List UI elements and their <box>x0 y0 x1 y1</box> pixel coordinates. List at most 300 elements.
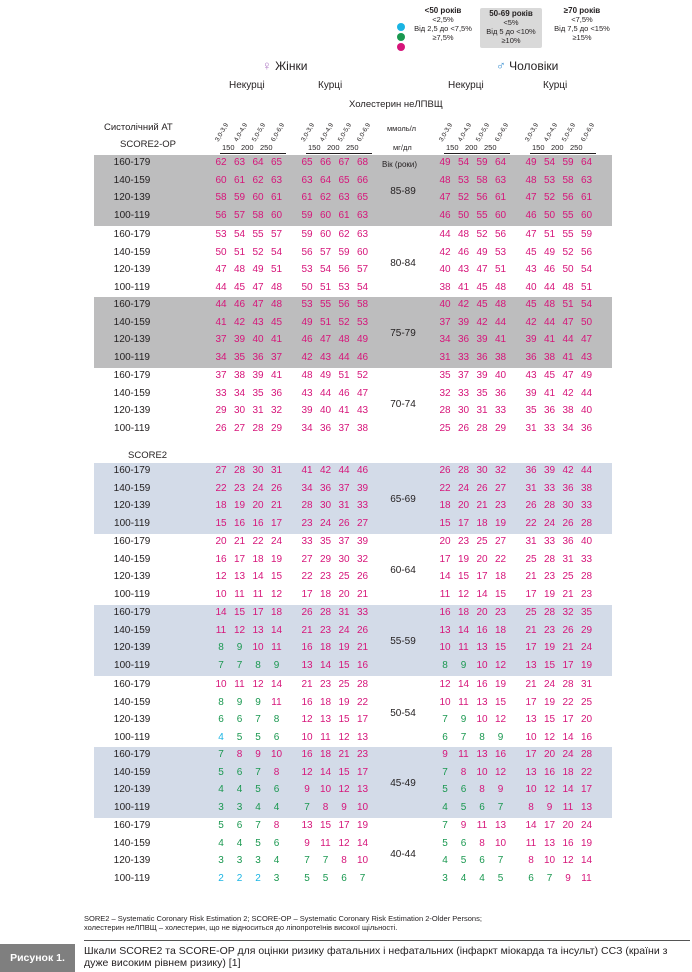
risk-value: 23 <box>356 749 369 760</box>
legend-50to69-high: ≥10% <box>501 36 521 45</box>
risk-value: 40 <box>580 405 593 417</box>
risk-value: 31 <box>338 500 350 512</box>
risk-value: 54 <box>457 157 470 168</box>
risk-value: 11 <box>271 696 282 708</box>
risk-value: 22 <box>215 482 227 494</box>
risk-value: 12 <box>543 784 556 796</box>
male-icon: ♂ <box>496 58 506 73</box>
risk-value: 26 <box>270 482 283 494</box>
risk-value: 24 <box>338 624 350 636</box>
risk-value: 6 <box>236 766 243 778</box>
risk-value: 63 <box>270 174 283 186</box>
risk-value: 53 <box>338 282 350 294</box>
risk-value: 60 <box>215 174 227 186</box>
risk-value: 38 <box>356 423 369 435</box>
risk-value: 12 <box>301 714 313 726</box>
risk-value: 16 <box>233 518 246 530</box>
risk-value: 10 <box>494 837 507 849</box>
risk-value: 32 <box>562 607 574 618</box>
risk-value: 7 <box>442 766 448 778</box>
mgdl-underline <box>220 153 286 154</box>
risk-value: 31 <box>580 679 593 690</box>
risk-value: 41 <box>338 405 350 417</box>
risk-value: 13 <box>525 660 537 672</box>
risk-value: 16 <box>215 553 227 565</box>
sbp-row-label: 160-179 <box>113 749 151 760</box>
mgdl-tick: 200 <box>465 143 478 152</box>
risk-value: 44 <box>543 282 556 294</box>
risk-value: 46 <box>356 465 369 476</box>
risk-value: 50 <box>562 264 574 276</box>
risk-value: 49 <box>476 246 488 258</box>
risk-value: 26 <box>301 607 313 618</box>
footnote-line1: SORE2 – Systematic Coronary Risk Estimation 2; SCORE-OP – Systematic Coronary Risk Estimation 2-Older Persons; <box>84 914 482 923</box>
risk-value: 5 <box>218 766 224 778</box>
risk-value: 22 <box>494 553 507 565</box>
chol-tick: 3,0-3,9 <box>437 121 455 143</box>
risk-value: 27 <box>233 423 246 435</box>
age-label: 75-79 <box>390 327 416 339</box>
sbp-row-label: 160-179 <box>113 299 151 310</box>
risk-value: 24 <box>580 642 593 654</box>
risk-value: 4 <box>255 802 261 814</box>
risk-value: 18 <box>319 589 332 601</box>
sbp-row-label: 140-159 <box>113 553 151 565</box>
legend-50to69 <box>480 8 542 48</box>
risk-value: 48 <box>439 174 451 186</box>
risk-value: 64 <box>494 157 507 168</box>
risk-value: 46 <box>525 210 537 222</box>
risk-value: 54 <box>580 264 593 276</box>
risk-value: 33 <box>494 405 507 417</box>
legend-high-dot <box>397 43 405 51</box>
sbp-row-label: 100-119 <box>114 660 150 672</box>
risk-value: 5 <box>255 837 261 849</box>
sbp-row-label: 140-159 <box>113 246 151 258</box>
risk-value: 12 <box>215 571 227 583</box>
risk-value: 12 <box>301 766 313 778</box>
risk-value: 11 <box>439 589 451 601</box>
risk-value: 37 <box>338 482 350 494</box>
risk-value: 12 <box>494 714 507 726</box>
risk-value: 54 <box>543 157 556 168</box>
chol-tick: 4,0-4,9 <box>318 121 335 143</box>
risk-value: 28 <box>580 518 593 530</box>
risk-value: 62 <box>215 157 227 168</box>
risk-value: 48 <box>270 299 283 310</box>
risk-value: 14 <box>270 679 283 690</box>
risk-value: 61 <box>233 174 246 186</box>
risk-value: 23 <box>543 571 556 583</box>
legend-over70-mid: Від 7,5 до <15% <box>554 24 610 33</box>
risk-value: 19 <box>457 553 470 565</box>
risk-value: 13 <box>494 820 507 831</box>
risk-value: 56 <box>338 264 350 276</box>
sbp-row-label: 100-119 <box>114 873 150 885</box>
risk-value: 57 <box>233 210 246 222</box>
sbp-row-label: 120-139 <box>113 192 151 204</box>
risk-value: 27 <box>215 465 227 476</box>
risk-value: 9 <box>341 802 347 814</box>
risk-value: 17 <box>252 607 264 618</box>
risk-value: 40 <box>494 370 507 381</box>
risk-value: 10 <box>215 589 227 601</box>
risk-value: 49 <box>580 370 593 381</box>
risk-value: 17 <box>476 571 488 583</box>
risk-value: 11 <box>581 873 592 885</box>
risk-value: 48 <box>494 282 507 294</box>
risk-value: 28 <box>562 679 574 690</box>
risk-value: 17 <box>233 553 246 565</box>
risk-value: 19 <box>580 837 593 849</box>
risk-value: 14 <box>319 766 332 778</box>
risk-value: 25 <box>439 423 451 435</box>
risk-value: 43 <box>580 352 593 364</box>
risk-value: 3 <box>236 802 243 814</box>
risk-value: 14 <box>439 571 451 583</box>
risk-value: 13 <box>233 571 246 583</box>
risk-value: 17 <box>525 589 537 601</box>
risk-value: 9 <box>304 784 310 796</box>
risk-value: 65 <box>301 157 313 168</box>
risk-value: 18 <box>562 766 574 778</box>
risk-value: 7 <box>442 820 448 831</box>
risk-value: 47 <box>476 264 488 276</box>
risk-value: 48 <box>494 299 507 310</box>
risk-value: 9 <box>460 714 467 726</box>
risk-value: 61 <box>301 192 313 204</box>
risk-value: 53 <box>301 264 313 276</box>
risk-value: 15 <box>494 642 507 654</box>
risk-value: 34 <box>215 352 227 364</box>
risk-value: 11 <box>234 589 245 601</box>
risk-value: 54 <box>319 264 332 276</box>
risk-value: 60 <box>252 192 264 204</box>
legend-under50-low: <2,5% <box>432 15 454 24</box>
risk-value: 36 <box>270 387 283 399</box>
risk-value: 65 <box>338 174 350 186</box>
risk-value: 36 <box>319 423 332 435</box>
mgdl-tick: 150 <box>532 143 545 152</box>
risk-value: 36 <box>580 423 593 435</box>
risk-value: 61 <box>580 192 593 204</box>
risk-value: 8 <box>442 660 448 672</box>
risk-value: 31 <box>525 536 537 547</box>
risk-value: 44 <box>215 299 227 310</box>
risk-value: 21 <box>233 536 246 547</box>
risk-value: 21 <box>301 679 313 690</box>
risk-value: 39 <box>252 370 264 381</box>
risk-value: 60 <box>494 210 507 222</box>
risk-value: 37 <box>457 370 470 381</box>
risk-value: 8 <box>460 766 467 778</box>
risk-value: 40 <box>525 282 537 294</box>
age-label: 85-89 <box>390 185 416 197</box>
sbp-row-label: 140-159 <box>113 482 151 494</box>
mgdl-tick: 250 <box>484 143 497 152</box>
risk-value: 59 <box>338 246 350 258</box>
risk-value: 36 <box>457 334 470 346</box>
legend-50to69-mid: Від 5 до <10% <box>486 27 536 36</box>
risk-value: 3 <box>273 873 280 885</box>
risk-value: 42 <box>525 316 537 328</box>
risk-value: 4 <box>218 784 224 796</box>
risk-value: 37 <box>338 423 350 435</box>
risk-value: 4 <box>479 873 485 885</box>
risk-value: 22 <box>562 696 574 708</box>
sbp-row-label: 160-179 <box>113 536 151 547</box>
risk-value: 45 <box>476 282 488 294</box>
legend-under50 <box>408 6 478 42</box>
risk-value: 24 <box>270 536 283 547</box>
risk-value: 58 <box>215 192 227 204</box>
risk-value: 42 <box>233 316 246 328</box>
risk-value: 51 <box>543 229 556 240</box>
risk-value: 63 <box>233 157 246 168</box>
risk-value: 23 <box>580 589 593 601</box>
risk-value: 12 <box>457 589 470 601</box>
risk-value: 50 <box>215 246 227 258</box>
risk-value: 30 <box>233 405 246 417</box>
risk-value: 13 <box>356 784 369 796</box>
risk-value: 22 <box>525 518 537 530</box>
risk-value: 58 <box>252 210 264 222</box>
risk-value: 31 <box>562 553 574 565</box>
legend-50to69-low: <5% <box>503 18 519 27</box>
risk-value: 25 <box>476 536 488 547</box>
risk-value: 36 <box>476 352 488 364</box>
risk-value: 7 <box>255 820 261 831</box>
risk-value: 7 <box>304 802 310 814</box>
sbp-row-label: 160-179 <box>113 465 151 476</box>
risk-value: 48 <box>233 264 246 276</box>
risk-value: 20 <box>580 714 593 726</box>
risk-value: 28 <box>543 500 556 512</box>
risk-value: 19 <box>338 696 350 708</box>
age-label: 50-54 <box>390 707 416 719</box>
risk-value: 8 <box>236 749 243 760</box>
risk-value: 28 <box>457 465 470 476</box>
risk-value: 46 <box>439 210 451 222</box>
risk-value: 54 <box>580 299 593 310</box>
risk-value: 58 <box>356 299 369 310</box>
risk-value: 6 <box>442 732 448 744</box>
risk-value: 47 <box>439 192 451 204</box>
risk-value: 9 <box>497 732 504 744</box>
risk-value: 12 <box>338 784 350 796</box>
risk-value: 7 <box>304 855 310 867</box>
risk-value: 5 <box>255 784 261 796</box>
risk-value: 21 <box>525 624 537 636</box>
risk-value: 4 <box>236 837 243 849</box>
risk-value: 33 <box>356 500 369 512</box>
risk-value: 35 <box>319 536 332 547</box>
risk-value: 24 <box>562 749 574 760</box>
risk-value: 26 <box>356 571 369 583</box>
risk-value: 56 <box>215 210 227 222</box>
sbp-row-label: 140-159 <box>113 837 151 849</box>
risk-value: 58 <box>476 174 488 186</box>
risk-value: 10 <box>525 732 537 744</box>
risk-value: 15 <box>338 714 350 726</box>
risk-value: 44 <box>580 387 593 399</box>
risk-value: 31 <box>252 405 264 417</box>
risk-value: 6 <box>236 714 243 726</box>
risk-value: 30 <box>319 500 332 512</box>
risk-value: 36 <box>525 352 537 364</box>
risk-value: 16 <box>439 607 451 618</box>
risk-value: 16 <box>301 749 313 760</box>
chol-tick: 4,0-4,9 <box>456 121 473 143</box>
risk-value: 19 <box>543 696 556 708</box>
legend-mid-dot <box>397 33 405 41</box>
risk-value: 5 <box>255 732 261 744</box>
risk-value: 67 <box>338 157 350 168</box>
risk-value: 20 <box>476 607 488 618</box>
risk-value: 33 <box>215 387 227 399</box>
risk-value: 2 <box>236 873 243 885</box>
risk-value: 52 <box>476 229 488 240</box>
risk-value: 9 <box>460 820 467 831</box>
risk-value: 42 <box>439 246 451 258</box>
age-label: 40-44 <box>390 848 416 860</box>
sbp-row-label: 100-119 <box>114 518 150 530</box>
risk-value: 7 <box>460 732 467 744</box>
risk-value: 39 <box>356 482 369 494</box>
risk-value: 13 <box>525 766 537 778</box>
risk-value: 15 <box>319 820 332 831</box>
risk-value: 56 <box>476 192 488 204</box>
women-label: Жінки <box>275 59 308 73</box>
risk-value: 17 <box>457 518 470 530</box>
risk-value: 10 <box>439 696 451 708</box>
risk-value: 25 <box>338 571 350 583</box>
risk-value: 11 <box>525 837 537 849</box>
risk-value: 39 <box>525 334 537 346</box>
risk-value: 33 <box>580 553 593 565</box>
risk-value: 36 <box>494 387 507 399</box>
age-label: 60-64 <box>390 564 416 576</box>
risk-value: 20 <box>338 589 350 601</box>
sbp-row-label: 160-179 <box>113 607 151 618</box>
risk-value: 11 <box>458 749 469 760</box>
risk-value: 28 <box>356 679 369 690</box>
risk-value: 48 <box>562 282 574 294</box>
risk-value: 27 <box>494 536 507 547</box>
risk-value: 14 <box>525 820 537 831</box>
risk-value: 42 <box>457 299 470 310</box>
risk-value: 30 <box>338 553 350 565</box>
risk-value: 29 <box>319 553 332 565</box>
risk-value: 52 <box>457 192 470 204</box>
risk-value: 14 <box>457 679 470 690</box>
legend-under50-high: ≥7,5% <box>432 33 454 42</box>
footnote-line2: холестерин неЛПВЩ – холестерин, що не відноситься до ліпопротеїнів високої щільності. <box>84 923 398 932</box>
chol-tick: 5,0-5,9 <box>560 121 578 143</box>
risk-value: 16 <box>562 837 574 849</box>
risk-value: 12 <box>562 855 574 867</box>
risk-value: 51 <box>319 316 332 328</box>
risk-value: 10 <box>301 732 313 744</box>
risk-value: 6 <box>273 837 280 849</box>
sbp-row-label: 100-119 <box>114 352 150 364</box>
risk-value: 9 <box>442 749 448 760</box>
risk-value: 39 <box>476 334 488 346</box>
risk-value: 30 <box>252 465 264 476</box>
risk-value: 13 <box>301 820 313 831</box>
risk-value: 17 <box>356 766 369 778</box>
risk-value: 2 <box>255 873 261 885</box>
risk-value: 26 <box>215 423 227 435</box>
risk-value: 33 <box>543 536 556 547</box>
risk-value: 17 <box>525 642 537 654</box>
risk-value: 18 <box>215 500 227 512</box>
risk-value: 57 <box>356 264 369 276</box>
risk-value: 42 <box>301 352 313 364</box>
age-label: 80-84 <box>390 257 416 269</box>
risk-value: 5 <box>442 837 448 849</box>
risk-value: 41 <box>457 282 470 294</box>
risk-value: 35 <box>233 352 246 364</box>
risk-value: 14 <box>215 607 227 618</box>
risk-value: 59 <box>301 229 313 240</box>
men-nonsmokers-header: Некурці <box>448 80 484 91</box>
risk-value: 34 <box>233 387 246 399</box>
risk-value: 63 <box>338 192 350 204</box>
risk-value: 47 <box>525 229 537 240</box>
risk-value: 61 <box>494 192 507 204</box>
risk-value: 23 <box>319 571 332 583</box>
risk-value: 59 <box>580 229 593 240</box>
risk-value: 22 <box>580 766 593 778</box>
risk-value: 41 <box>543 387 556 399</box>
risk-value: 34 <box>301 423 313 435</box>
risk-value: 53 <box>301 299 313 310</box>
mgdl-tick: 150 <box>446 143 459 152</box>
chol-tick: 6,0-6,9 <box>493 121 510 143</box>
figure-label: Рисунок 1. <box>0 944 75 972</box>
risk-value: 14 <box>252 571 264 583</box>
risk-value: 12 <box>338 837 350 849</box>
risk-value: 25 <box>580 696 593 708</box>
risk-value: 47 <box>356 387 369 399</box>
men-header <box>496 58 558 73</box>
risk-value: 16 <box>543 766 556 778</box>
risk-value: 4 <box>460 873 467 885</box>
risk-value: 65 <box>270 157 283 168</box>
sbp-row-label: 100-119 <box>114 210 150 222</box>
risk-value: 28 <box>543 553 556 565</box>
risk-value: 4 <box>442 802 448 814</box>
sbp-row-label: 120-139 <box>113 500 151 512</box>
risk-value: 63 <box>494 174 507 186</box>
risk-value: 39 <box>543 465 556 476</box>
risk-value: 35 <box>252 387 264 399</box>
risk-value: 32 <box>439 387 451 399</box>
risk-value: 38 <box>543 352 556 364</box>
risk-value: 10 <box>476 714 488 726</box>
risk-value: 58 <box>562 174 574 186</box>
risk-value: 20 <box>562 820 574 831</box>
risk-value: 12 <box>494 660 507 672</box>
risk-value: 49 <box>439 157 451 168</box>
risk-value: 13 <box>476 696 488 708</box>
risk-value: 44 <box>562 334 574 346</box>
risk-value: 39 <box>233 334 246 346</box>
risk-value: 51 <box>233 246 246 258</box>
risk-value: 13 <box>356 732 369 744</box>
risk-value: 39 <box>525 387 537 399</box>
